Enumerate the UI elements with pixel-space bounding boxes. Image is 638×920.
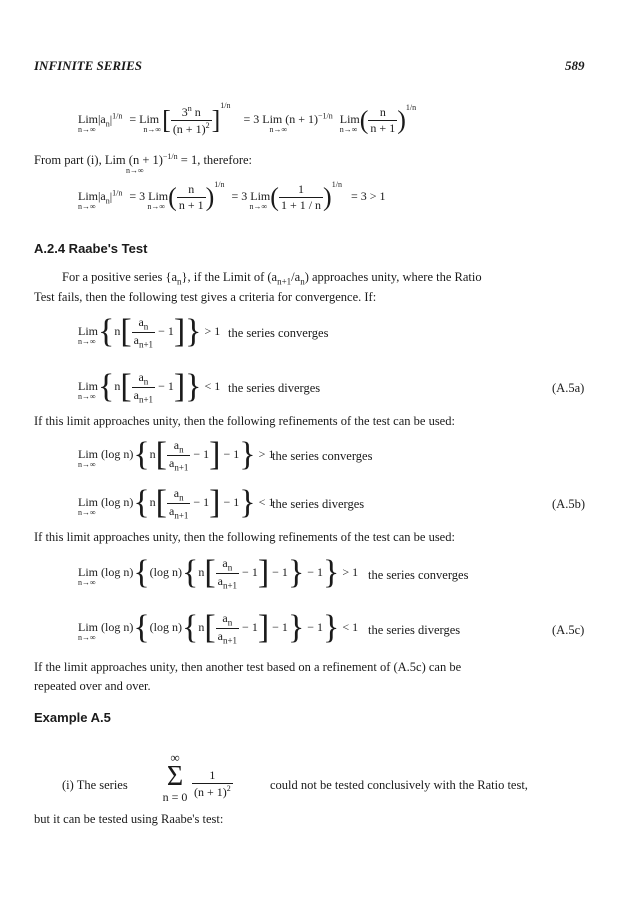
equation-root-test-1: Lim|a n→∞ $_n|^{1/n}$ = Lim n→∞ [ $\frac{3^n n}{(n + 1)^2}$ ]$^{1/n}$ = 3 Lim (n + 1) n→∞ $^{-1/n}$ Lim n→∞ ( $\frac{n}{n + 1}$ )$^{1/n}$ [78,101,417,136]
intro-line-1: For a positive series $\{a_n\}$, if the Limit of $(a_{n+1}/a_n)$ approaches unity, where the Ratio [62,270,482,287]
refine2-converges-formula: Lim (log n) n→∞ {(log n){n[ $\frac{a_n}{a_{n+1}}$ − 1] − 1} − 1} > 1 [78,554,359,591]
example-part-rest: could not be tested conclusively with the Ratio test, [270,778,528,792]
raabe-converges-text: the series converges [228,326,329,340]
refinement-2-intro: If this limit approaches unity, then the following refinements of the test can be used: [34,530,455,544]
part-i-statement: From part (i), Lim (n + 1) n→∞ $^{-1/n}$ = 1, therefore: [34,152,253,176]
example-series-fraction: $\frac{1}{(n + 1)^2}$ [194,768,231,799]
closing-line-1: If the limit approaches unity, then another test based on a refinement of (A.5c) can be [34,660,462,674]
raabe-diverges-formula: Lim n→∞ {n[ $\frac{a_n}{a_{n+1}}$ − 1]} < 1 [78,368,221,405]
closing-line-2: repeated over and over. [34,679,151,693]
equation-tag-a5a: (A.5a) [552,381,585,395]
example-title: Example A.5 [34,710,111,725]
raabe-diverges-text: the series diverges [228,381,321,395]
intro-line-2: Test fails, then the following test gives a criteria for convergence. If: [34,290,377,304]
section-title: A.2.4 Raabe's Test [34,241,148,256]
raabe-converges-formula: Lim n→∞ {n[ $\frac{a_n}{a_{n+1}}$ − 1]} > 1 [78,313,221,350]
summation-symbol: ∞ Σ n = 0 [162,750,188,804]
refine1-converges-text: the series converges [272,449,373,463]
equation-root-test-2: Lim|a n→∞ $_n|^{1/n} = 3$ Lim n→∞ ( $\frac{n}{n + 1}$ )$^{1/n}$ = 3 Lim n→∞ ( $\frac{1}{1 + 1 / n}$ )$^{1/n}$ = 3 > 1 [78,180,386,212]
page-number: 589 [565,58,585,73]
example-line-2: but it can be tested using Raabe's test: [34,812,224,826]
equation-tag-a5b: (A.5b) [552,497,585,511]
refine1-diverges-text: the series diverges [272,497,365,511]
equation-tag-a5c: (A.5c) [552,623,585,637]
refine1-diverges-formula: Lim (log n) n→∞ {n[ $\frac{a_n}{a_{n+1}}$ − 1] − 1} < 1 [78,484,275,521]
refinement-1-intro: If this limit approaches unity, then the following refinements of the test can be used: [34,414,455,428]
refine1-converges-formula: Lim (log n) n→∞ {n[ $\frac{a_n}{a_{n+1}}$ − 1] − 1} > 1 [78,436,275,473]
running-header-title: INFINITE SERIES [34,58,143,73]
refine2-diverges-formula: Lim (log n) n→∞ {(log n){n[ $\frac{a_n}{a_{n+1}}$ − 1] − 1} − 1} < 1 [78,609,359,646]
refine2-converges-text: the series converges [368,568,469,582]
refine2-diverges-text: the series diverges [368,623,461,637]
example-part-label: (i) The series [62,778,128,792]
